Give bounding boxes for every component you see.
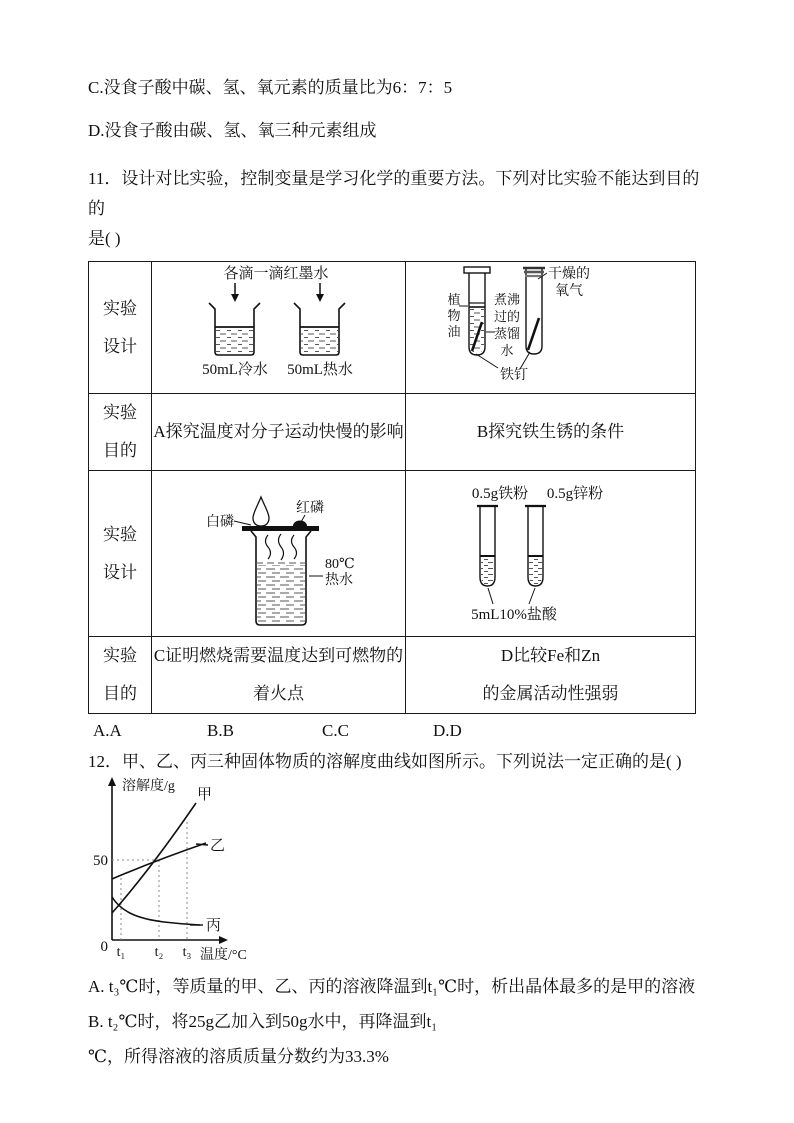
svg-text:氧气: 氧气 xyxy=(555,284,583,299)
beaker-hot-water-icon xyxy=(251,531,311,625)
svg-text:过的: 过的 xyxy=(493,309,521,324)
series-label-yi: 乙 xyxy=(210,838,226,854)
beaker-hot-icon xyxy=(294,303,345,355)
beaker-comparison-diagram xyxy=(154,262,404,388)
svg-text:80℃: 80℃ xyxy=(324,557,355,572)
dashed-guides xyxy=(112,822,187,940)
axes xyxy=(112,782,222,940)
row-label-design-2: 实验 设计 xyxy=(89,471,152,637)
experiment-a-design-cell xyxy=(152,262,406,394)
purpose-b-cell: B探究铁生锈的条件 xyxy=(406,394,696,471)
question-11-line2: 是( ) xyxy=(88,229,121,248)
question-12-options xyxy=(88,976,714,1067)
svg-text:热水: 热水 xyxy=(324,573,353,588)
white-phosphorus-label: 白磷 xyxy=(205,515,234,530)
x-tick-t2: t₂ xyxy=(154,945,164,960)
row-label-purpose-2: 实验 目的 xyxy=(89,637,152,714)
purpose-c-cell: C证明燃烧需要温度达到可燃物的 着火点 xyxy=(152,637,406,714)
svg-text:油: 油 xyxy=(447,324,461,339)
table-row-design-cd xyxy=(89,471,696,637)
x-tick-t1: t₁ xyxy=(116,945,126,960)
acid-pointer-right xyxy=(529,588,535,604)
metal-activity-diagram xyxy=(408,471,693,631)
table-row-design-ab xyxy=(89,262,696,394)
y-axis-arrow-icon xyxy=(108,777,116,786)
q12-option-b: B. t₂℃时，将25g乙加入到50g水中，再降温到t₁ xyxy=(88,1012,438,1031)
y-axis-title: 溶解度/g xyxy=(122,779,175,794)
steam-icon xyxy=(265,534,296,560)
red-phosphorus-lump-icon xyxy=(293,521,307,527)
experiment-d-design-cell xyxy=(406,471,696,637)
experiment-b-design-cell xyxy=(406,262,696,394)
acid-pointer-left xyxy=(488,588,493,604)
flame-icon xyxy=(253,497,269,526)
x-axis-title: 温度/°C xyxy=(200,948,247,963)
x-axis-arrow-icon xyxy=(219,936,228,944)
q12-option-a: A. t₃℃时，等质量的甲、乙、丙的溶液降温到t₁℃时，析出晶体最多的是甲的溶液 xyxy=(88,977,696,996)
cold-water-label: 50mL冷水 xyxy=(201,362,268,378)
red-phosphorus-label: 红磷 xyxy=(295,501,324,516)
y-tick-50: 50 xyxy=(93,853,108,869)
experiment-c-design-cell xyxy=(152,471,406,637)
dry-oxygen-label xyxy=(538,266,590,299)
question-11-choices xyxy=(88,721,714,743)
choice-b: B.B xyxy=(207,721,234,740)
purpose-d-cell: D比较Fe和Zn 的金属活动性强弱 xyxy=(406,637,696,714)
svg-text:铁钉: 铁钉 xyxy=(500,368,528,383)
oil-label xyxy=(447,292,468,339)
yi-label-tick xyxy=(196,844,208,845)
question-12-stem: 12．甲、乙、丙三种固体物质的溶解度曲线如图所示。下列说法一定正确的是( ) xyxy=(88,752,682,771)
cover-plate-icon xyxy=(242,526,319,531)
choice-a: A.A xyxy=(93,721,122,740)
iron-nail-right-icon xyxy=(528,318,539,350)
solubility-chart xyxy=(92,775,714,970)
hydrochloric-acid-label: 5mL10%盐酸 xyxy=(471,607,557,623)
beaker-cold-icon xyxy=(209,303,260,355)
svg-text:煮沸: 煮沸 xyxy=(493,292,521,307)
table-row-purpose-cd xyxy=(89,637,696,714)
solubility-curve-figure xyxy=(92,775,352,965)
drop-arrow-right-icon xyxy=(316,283,324,302)
iron-powder-label: 0.5g铁粉 xyxy=(471,486,529,502)
hot-water-temp-label xyxy=(309,557,355,588)
choice-d: D.D xyxy=(433,721,462,740)
q12-option-b-continuation: ℃，所得溶液的溶质质量分数约为33.3% xyxy=(88,1047,389,1066)
question-11-line1: 11．设计对比实验，控制变量是学习化学的重要方法。下列对比实验不能达到目的的 xyxy=(88,169,700,218)
option-d-line: D.没食子酸由碳、氢、氧三种元素组成 xyxy=(88,121,377,140)
svg-text:蒸馏: 蒸馏 xyxy=(493,326,521,341)
test-tube-water-icon xyxy=(464,267,490,355)
drop-arrow-left-icon xyxy=(231,283,239,302)
option-c-line: C.没食子酸中碳、氢、氧元素的质量比为6：7：5 xyxy=(88,78,453,97)
test-tube-zinc-icon xyxy=(525,506,546,586)
curve-bing xyxy=(112,897,200,925)
svg-text:物: 物 xyxy=(447,308,461,323)
row-label-purpose-1: 实验 目的 xyxy=(89,394,152,471)
y-tick-0: 0 xyxy=(100,939,108,955)
purpose-a-cell: A探究温度对分子运动快慢的影响 xyxy=(152,394,406,471)
hot-water-label: 50mL热水 xyxy=(286,362,353,378)
test-tube-oxygen-icon xyxy=(523,268,545,354)
boiled-water-label xyxy=(486,292,520,358)
phosphorus-diagram xyxy=(154,471,404,631)
table-row-purpose-ab xyxy=(89,394,696,471)
rust-test-diagram xyxy=(408,262,693,388)
test-tube-iron-icon xyxy=(477,506,498,586)
choice-c: C.C xyxy=(322,721,349,740)
series-label-bing: 丙 xyxy=(206,918,222,934)
question-11-stem xyxy=(88,164,714,254)
white-phosphorus-pointer xyxy=(234,521,251,525)
svg-text:水: 水 xyxy=(500,343,514,358)
zinc-powder-label: 0.5g锌粉 xyxy=(546,486,604,502)
row-label-design-1: 实验 设计 xyxy=(89,262,152,394)
svg-text:干燥的: 干燥的 xyxy=(548,267,590,282)
red-ink-label: 各滴一滴红墨水 xyxy=(222,266,329,282)
svg-text:植: 植 xyxy=(447,292,461,307)
series-label-jia: 甲 xyxy=(197,787,213,803)
experiment-comparison-table xyxy=(88,261,696,714)
curve-jia xyxy=(112,803,196,913)
x-tick-t3: t₃ xyxy=(182,945,192,960)
